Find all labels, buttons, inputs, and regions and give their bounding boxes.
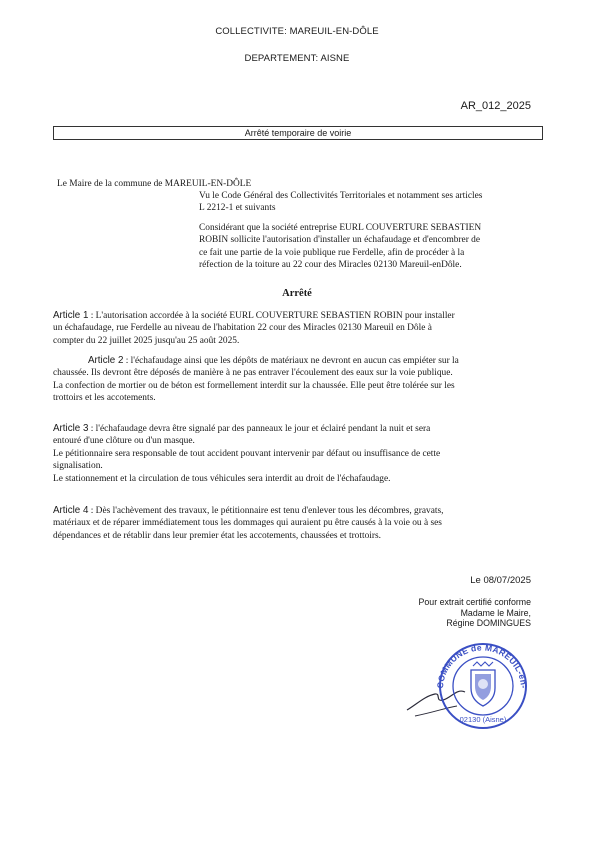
signature-block [419, 597, 531, 629]
title-banner [53, 126, 543, 140]
considerant-line: ce fait une partie de la voie publique rue Ferdelle, afin de procéder à la [199, 247, 465, 258]
article-3-line: : l'échafaudage devra être signalé par des panneaux le jour et éclairé pendant la nuit et sera [88, 424, 431, 434]
banner-title: Arrêté temporaire de voirie [244, 128, 352, 138]
article-3-line: signalisation. [53, 461, 103, 472]
article-2-line: trottoirs et les accotements. [53, 393, 156, 404]
stamp-seal-icon [405, 636, 531, 732]
article-1-line: : L'autorisation accordée à la société EURL COUVERTURE SEBASTIEN ROBIN pour installer [88, 311, 455, 321]
signature-date: Le 08/07/2025 [470, 575, 531, 586]
vu-line: L 2212-1 et suivants [199, 203, 276, 214]
svg-text:COMMUNE de MAREUIL-en-DÔLE: COMMUNE de MAREUIL-en- [434, 642, 530, 689]
collectivite-line: COLLECTIVITE: MAREUIL-EN-DÔLE [215, 26, 379, 37]
vu-block [199, 190, 549, 215]
article-1-label: Article 1 [53, 310, 89, 321]
certified-line: Pour extrait certifié conforme [418, 597, 531, 607]
official-stamp [405, 636, 531, 732]
departement-line: DEPARTEMENT: AISNE [244, 53, 350, 64]
stamp-postal-text: 02130 (Aisne) [459, 715, 507, 724]
article-2-line: chaussée. Ils devront être déposés de manière à ne pas entraver l'écoulement des eaux sur la voie publique. [53, 368, 453, 379]
article-3 [53, 423, 551, 485]
mayor-title: Madame le Maire, [460, 607, 531, 618]
considerant-line: Considérant que la société entreprise EURL COUVERTURE SEBASTIEN [199, 223, 482, 233]
arrete-heading: Arrêté [282, 288, 312, 299]
article-1-line: un échafaudage, rue Ferdelle au niveau de l'habitation 22 cour des Miracles 02130 Mareuil en Dôle à [53, 323, 432, 334]
article-3-line: Le stationnement et la circulation de tous véhicules sera interdit au droit de l'échafaudage. [53, 473, 391, 484]
vu-line: Vu le Code Général des Collectivités Territoriales et notamment ses articles [199, 191, 483, 201]
article-2-line: La confection de mortier ou de béton est formellement interdit sur la chaussée. Elle peut être tolérée sur les [53, 380, 455, 391]
article-1 [53, 310, 551, 347]
mayor-name: Régine DOMINGUES [446, 618, 531, 628]
article-3-line: entouré d'une clôture ou d'un masque. [53, 436, 195, 447]
article-4-line: dépendances et de rétablir dans leur premier état les accotements, chaussées et trottoirs. [53, 530, 381, 541]
considerant-line: réfection de la toiture au 22 cour des Miracles 02130 Mareuil-enDôle. [199, 260, 462, 271]
mayor-line: Le Maire de la commune de MAREUIL-EN-DÔLE [57, 179, 252, 189]
article-3-label: Article 3 [53, 423, 89, 434]
considerant-line: ROBIN sollicite l'autorisation d'installer un échafaudage et d'encombrer de [199, 235, 481, 246]
considerant-block [199, 222, 549, 272]
article-2-line: : l'échafaudage ainsi que les dépôts de matériaux ne devront en aucun cas empiéter sur la [123, 356, 459, 366]
article-2-label: Article 2 [88, 355, 124, 366]
article-1-line: compter du 22 juillet 2025 jusqu'au 25 août 2025. [53, 335, 240, 346]
reference-number: AR_012_2025 [460, 100, 531, 112]
article-4 [53, 505, 551, 542]
article-4-line: : Dès l'achèvement des travaux, le pétitionnaire est tenu d'enlever tous les décombres, gravats, [88, 506, 444, 516]
article-2 [53, 355, 551, 405]
article-3-line: Le pétitionnaire sera responsable de tout accident pouvant intervenir par défaut ou insuffisance de cette [53, 448, 441, 459]
article-4-label: Article 4 [53, 505, 89, 516]
article-4-line: matériaux et de réparer immédiatement tous les dommages qui auraient pu être causés à la voie ou à ses [53, 518, 442, 529]
